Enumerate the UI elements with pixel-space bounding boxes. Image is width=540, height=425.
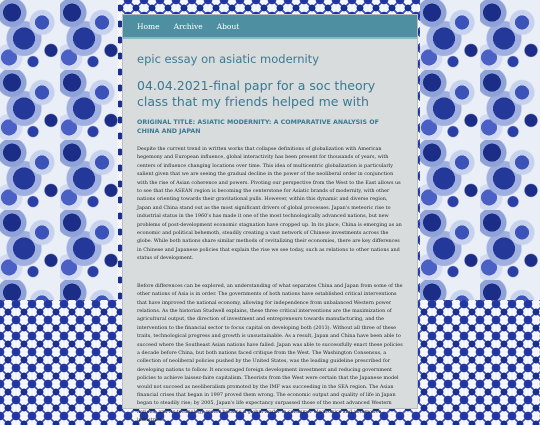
navbar bbox=[123, 15, 417, 39]
blog-content bbox=[123, 39, 417, 425]
post-paragraph: Despite the current trend in written works that collapse definitions of globalization with American hegemony and European influence, global interactivity has been present for thousands of years, with centers of influence changing locations over time. This idea of multicentric globalization is particularly salient given that we are seeing the gradual decline in the power of the neoliberal order in conjunction with the rise of Asian coherence and powers. Pivoting our perspective from the West to the East allows us to see that the ASEAN region is becoming the centerstone for Asiatic brands of modernity, with other nations orienting towards their gravitational pulls. However, within this dynamic and diverse region, Japan and China stand out as the most significant drivers of global processes. Japan's meteoric rise to industrial status in the 1960's has made it one of the most technologically advanced nations, but new problems of post-development economic stagnation have cropped up. In its place, China is emerging as an economic and political behemoth, steadily creating a vast network of Chinese investments across the globe. While both nations share similar methods of revitalizing their economies, there are key differences in Chinese and Japanese policies that explain the rise we see today, such as relations to other nations and status of development. bbox=[137, 146, 402, 262]
floral-wallpaper-right bbox=[420, 0, 540, 300]
post-subtitle: ORIGINAL TITLE: ASIATIC MODERNITY: A COMPARATIVE ANALYSIS OF CHINA AND JAPAN bbox=[137, 119, 379, 135]
blog-container bbox=[122, 14, 418, 424]
nav-archive-link[interactable]: Archive bbox=[173, 21, 203, 31]
post-title[interactable]: 04.04.2021-final papr for a soc theory class that my friends helped me with bbox=[137, 78, 376, 109]
nav-home-link[interactable]: Home bbox=[137, 21, 160, 31]
nav-about-link[interactable]: About bbox=[216, 21, 240, 31]
blog-title[interactable]: epic essay on asiatic modernity bbox=[137, 52, 319, 66]
floral-wallpaper-left bbox=[0, 0, 118, 300]
post-paragraph: Before differences can be explored, an understanding of what separates China and Japan from some of the other nations of Asia is in order. The governments of both nations have established critical interventions that have improved the national economy, allowing for independence from unbalanced Western power relations. As the historian Studwell explains, these three critical interventions are the maximization of agricultural output, the direction of investment and entrepreneurs towards manufacturing, and the intervention to the financial sector to focus capital on developing both (2013). Without all three of these traits, technological progress and growth is unsustainable. As a result, Japan and China have been able to succeed where the Southeast Asian nations have failed. Japan was able to successfully enact these policies a decade before China, but both nations faced critique from the West. The Washington Consensus, a collection of neoliberal policies pushed by the United States, was the leading guideline prescribed for developing nations to follow. It encouraged foreign development investment and reducing government policies to achieve laissez-faire capitalism. Theorists from the West were certain that the Japanese model would not succeed as neoliberalism promoted by the IMF was succeeding in the SEA region. The Asian financial crises that began in 1997 proved them wrong. The economic output and quality of life in Japan began to steadily rise; by 2005, Japan's life expectancy surpassed those of the most advanced Western nations, and its technology sector became a global leader in consumer electronics and automotive industries. bbox=[137, 282, 403, 424]
